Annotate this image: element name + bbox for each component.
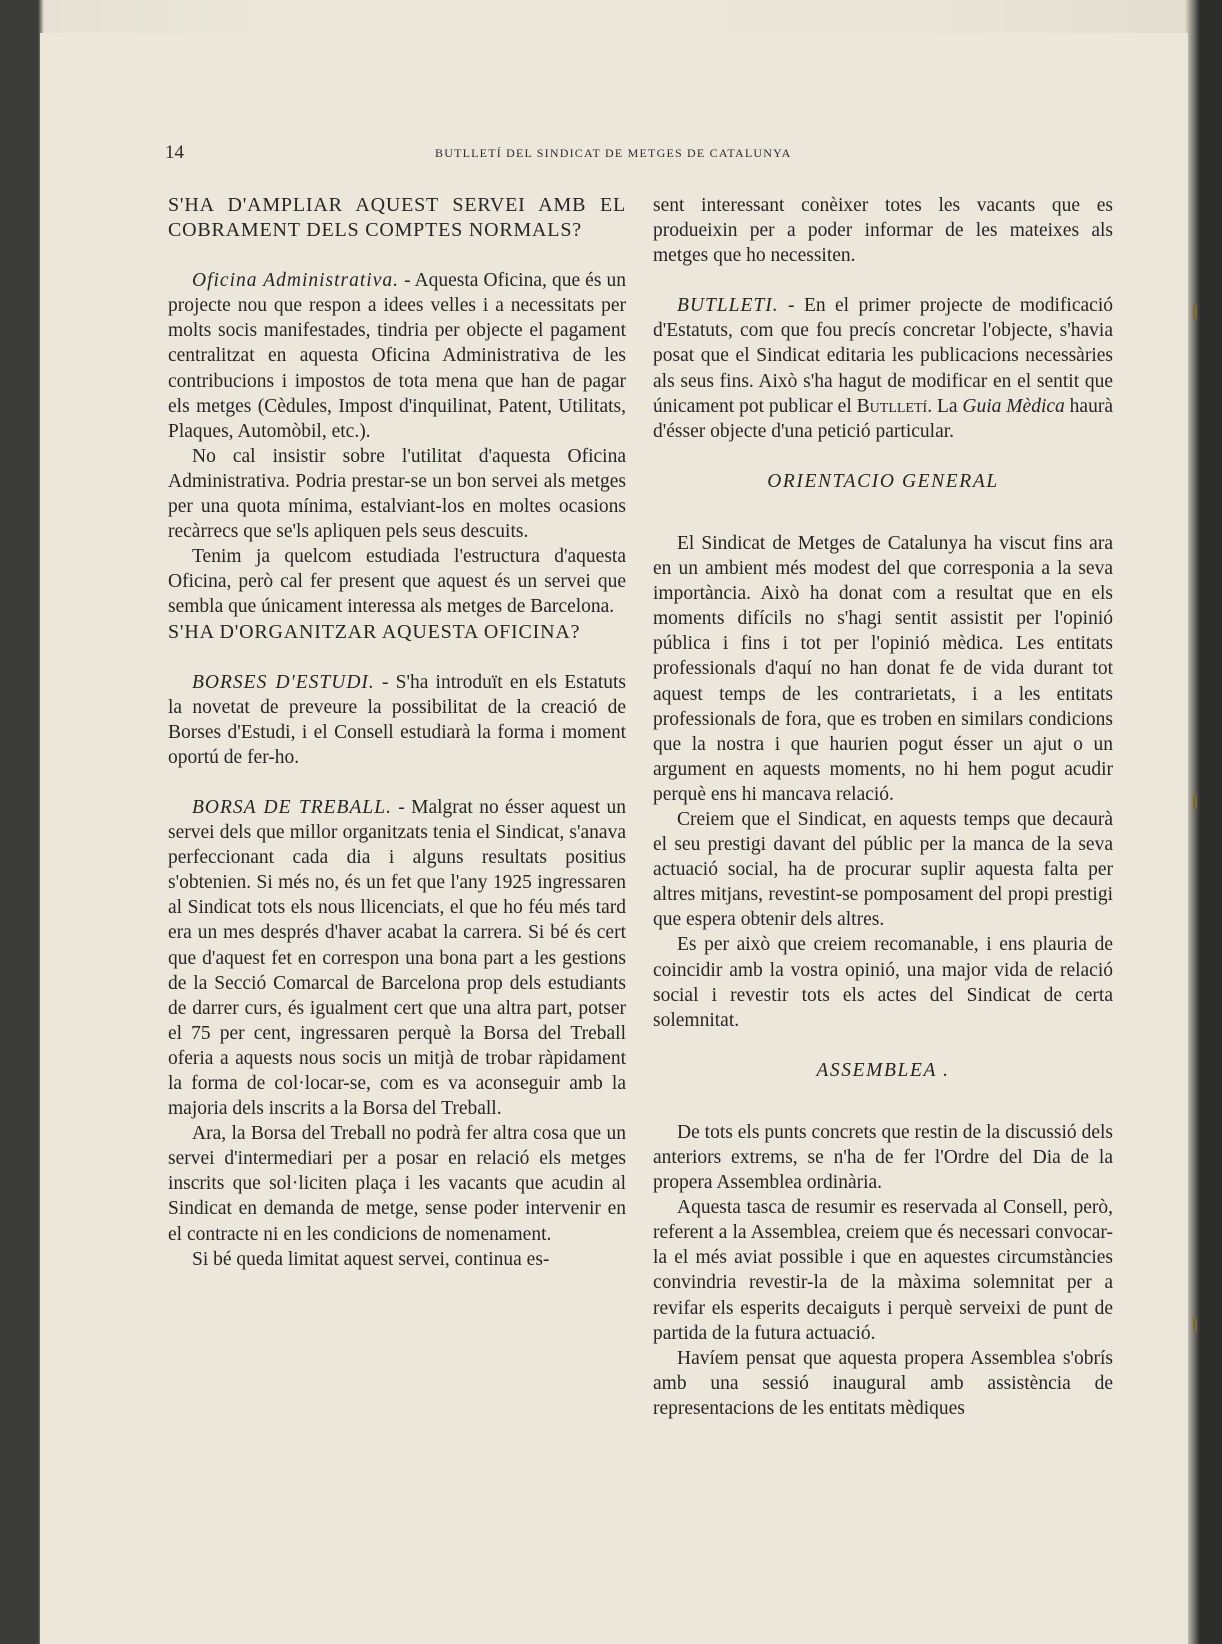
page-number: 14 bbox=[165, 142, 184, 163]
section-heading: ORIENTACIO GENERAL bbox=[767, 470, 999, 492]
section-heading: S'HA D'AMPLIAR AQUEST SERVEI AMB EL COBRAMENT DELS COMPTES NORMALS? bbox=[168, 194, 626, 242]
paragraph: No cal insistir sobre l'utilitat d'aquesta Oficina Administrativa. Podria prestar-se un bon servei als metges per una quota mínima, estalviant-los en moltes ocasions recàrrecs que se'ls apliquen pels seus descuits. bbox=[168, 445, 626, 543]
paragraph: Ara, la Borsa del Treball no podrà fer altra cosa que un servei d'intermediari per a posar en relació els metges inscrits que sol·liciten plaça i les vacants que acudin al Sindicat en demanda de metge, sense poder intervenir en el contracte ni en les condicions de nomenament. bbox=[168, 1123, 626, 1245]
paragraph: Es per això que creiem recomanable, i ens plauria de coincidir amb la vostra opinió, una major vida de relació social i revestir tots els actes del Sindicat de certa solemnitat. bbox=[653, 934, 1113, 1031]
paragraph-text: haurà d'ésser objecte d'una petició particular. bbox=[653, 395, 1113, 442]
paragraph bbox=[653, 293, 1113, 444]
paragraph-lead: BORSA DE TREBALL. bbox=[192, 796, 392, 818]
small-caps-text: Butlletí bbox=[856, 395, 928, 417]
paragraph-lead: BORSES D'ESTUDI. bbox=[192, 671, 375, 693]
paragraph-lead: Oficina Administrativa. bbox=[192, 270, 399, 292]
paragraph: Tenim ja quelcom estudiada l'estructura d'aquesta Oficina, però cal fer present que aquest és un servei que sembla que únicament interessa als metges de Barcelona. bbox=[168, 546, 626, 618]
paragraph-text: - Malgrat no ésser aquest un servei dels que millor organitzats tenia el Sindicat, s'anava perfeccionant cada dia i alguns resultats positius s'obtenien. Si més no, és un fet que l'any 1925 ingressaren al Sindicat tots els nous llicenciats, el que ho féu més tard era un mes després d'haver acabat la carrera. Si bé és cert que d'aquest fet en correspon una bona part a les gestions de la Secció Comarcal de Barcelona prop dels estudiants de darrer curs, és igualment cert que una altra part, potser el 75 per cent, ingressaren perquè la Borsa del Treball oferia a aquests nous socis un mitjà de trobar ràpidament la forma de col·locar-se, com es va aconseguir amb la majoria dels inscrits a la Borsa del Treball. bbox=[168, 796, 626, 1120]
paragraph-text: - En el primer projecte de modificació d'Estatuts, com que fou precís concretar l'objecte, s'havia posat que el Sindicat editaria les publicacions necessàries als seus fins. Això s'ha hagut de modificar en el sentit que únicament pot publicar el bbox=[653, 295, 1113, 417]
paragraph-text: . La bbox=[927, 395, 963, 417]
paragraph: Havíem pensat que aquesta propera Assemblea s'obrís amb una sessió inaugural amb assistència de representacions de les entitats mèdiques bbox=[653, 1347, 1113, 1419]
paragraph-text: - Aquesta Oficina, que és un projecte nou que respon a idees velles i a necessitats per molts socis manifestades, tindria per objecte el pagament centralitzat en aquesta Oficina Administrativa de les contribucions i impostos de tota mena que han de pagar els metges (Cèdules, Impost d'inquilinat, Patent, Utilitats, Plaques, Automòbil, etc.). bbox=[168, 270, 626, 442]
paragraph: Creiem que el Sindicat, en aquests temps que decaurà el seu prestigi davant del públic per la manca de la seva actuació social, ha de procurar suplir aquesta falta per altres mitjans, revestint-se pomposament del propi prestigi que espera obtenir dels altres. bbox=[653, 808, 1113, 931]
section-heading: S'HA D'ORGANITZAR AQUESTA OFICINA? bbox=[168, 620, 581, 643]
edge-mark bbox=[1193, 1318, 1197, 1332]
edge-mark bbox=[1193, 795, 1197, 809]
paragraph bbox=[168, 268, 626, 444]
paragraph: De tots els punts concrets que restin de la discussió dels anteriors extrems, se n'ha de fer l'Ordre del Dia de la propera Assemblea ordinària. bbox=[653, 1121, 1113, 1194]
paragraph: sent interessant conèixer totes les vacants que es produeixin per a poder informar de les mateixes als metges que ho necessiten. bbox=[653, 195, 1113, 267]
edge-mark bbox=[1193, 305, 1197, 319]
italic-text: Guia Mèdica bbox=[962, 395, 1065, 417]
paragraph: Si bé queda limitat aquest servei, continua es- bbox=[192, 1248, 550, 1270]
left-column bbox=[168, 193, 626, 1272]
section-heading: ASSEMBLEA . bbox=[816, 1059, 950, 1081]
paragraph bbox=[168, 670, 626, 770]
paragraph: El Sindicat de Metges de Catalunya ha viscut fins ara en un ambient més modest del que corresponia a la seva importància. Això ha donat com a resultat que en els moments difícils no s'hagi sentit assistit per l'opinió pública i fins i tot per l'opinió mèdica. Les entitats professionals d'aquí no han donat fe de vida durant tot aquest temps de les contrarietats, i a les entitats professionals de fora, que es troben en similars condicions que la nostra i que haurien pogut ésser un ajut o un argument en aquests moments, no hi hem pogut acudir perquè ens hi mancava relació. bbox=[653, 532, 1113, 805]
running-title: BUTLLETÍ DEL SINDICAT DE METGES DE CATALUNYA bbox=[435, 146, 792, 160]
right-column bbox=[653, 193, 1113, 1421]
paragraph: Aquesta tasca de resumir es reservada al Consell, però, referent a la Assemblea, creiem que és necessari convocar-la el més aviat possible i que en aquestes circumstàncies convindria revestir-la de la màxima solemnitat per a revifar els esperits decaiguts i perquè serveixi de punt de partida de la futura actuació. bbox=[653, 1197, 1113, 1344]
paragraph-text: - S'ha introduït en els Estatuts la novetat de preveure la possibilitat de la creació de Borses d'Estudi, i el Consell estudiarà la forma i moment oportú de fer-ho. bbox=[168, 671, 626, 768]
paragraph-lead: BUTLLETI. bbox=[677, 295, 779, 317]
paragraph bbox=[168, 795, 626, 1121]
